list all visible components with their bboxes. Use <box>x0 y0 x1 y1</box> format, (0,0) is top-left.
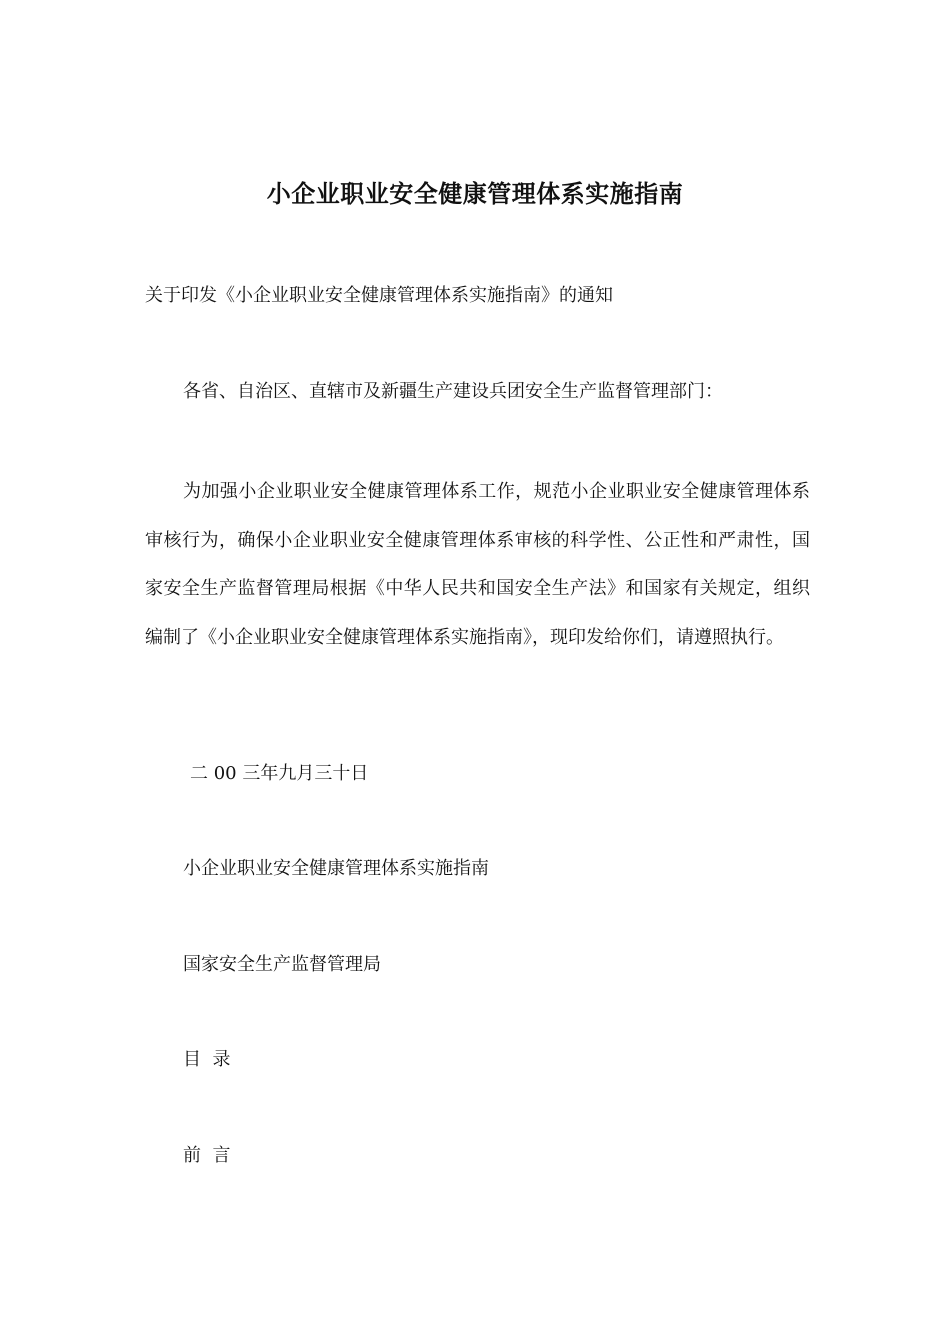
preface-heading: 前 言 <box>183 1145 231 1166</box>
salutation: 各省、自治区、直辖市及新疆生产建设兵团安全生产监督管理部门： <box>183 381 723 402</box>
page-title: 小企业职业安全健康管理体系实施指南 <box>266 179 684 208</box>
issuer-name: 国家安全生产监督管理局 <box>183 954 381 975</box>
body-paragraph: 为加强小企业职业安全健康管理体系工作，规范小企业职业安全健康管理体系审核行为，确保小企业职业安全健康管理体系审核的科学性、公正性和严肃性，国家安全生产监督管理局根据《中华人民共和国安全生产法》和国家有关规定，组织编制了《小企业职业安全健康管理体系实施指南》，现印发给你们，请遵照执行。 <box>145 481 810 648</box>
document-subtitle: 小企业职业安全健康管理体系实施指南 <box>183 858 489 879</box>
toc-heading: 目 录 <box>183 1049 231 1070</box>
notice-heading: 关于印发《小企业职业安全健康管理体系实施指南》的通知 <box>145 285 613 306</box>
issue-date: 二 00 三年九月三十日 <box>190 763 369 784</box>
